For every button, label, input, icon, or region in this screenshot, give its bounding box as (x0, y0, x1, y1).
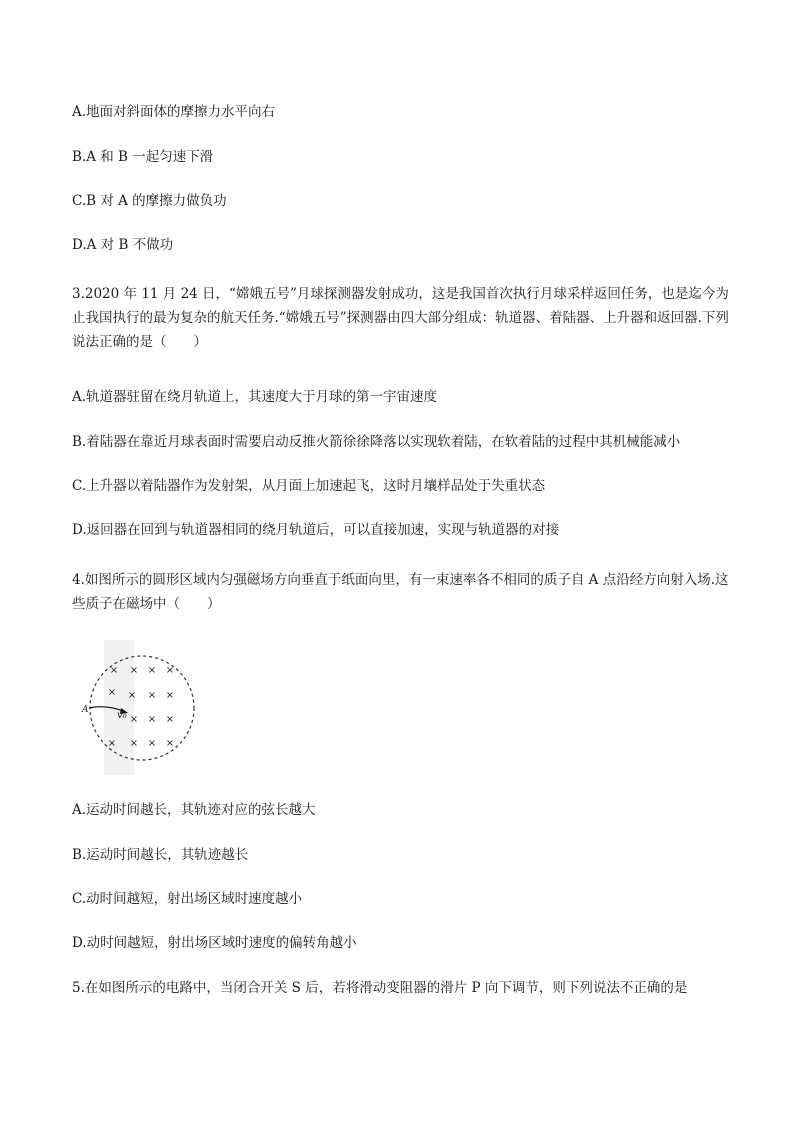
field-cross: × (107, 738, 117, 749)
q5-stem: 5.在如图所示的电路中，当闭合开关 S 后，若将滑动变阻器的滑片 P 向下调节，则下列说法不正确的是 (72, 980, 688, 996)
q3-option-b: B.着陆器在靠近月球表面时需要启动反推火箭徐徐降落以实现软着陆，在软着陆的过程中其机械能减小 (72, 434, 681, 450)
field-cross: × (129, 714, 139, 725)
field-cross: × (107, 687, 117, 698)
field-cross: × (147, 714, 157, 725)
field-cross: × (165, 714, 175, 725)
q3-option-d: D.返回器在回到与轨道器相同的绕月轨道后，可以直接加速，实现与轨道器的对接 (72, 522, 560, 538)
q3-stem: 3.2020 年 11 月 24 日，“嫦娥五号”月球探测器发射成功，这是我国首次执行月球采样返回任务，也是迄今为止我国执行的最为复杂的航天任务.“嫦娥五号”探测器由四大部分组成：轨道器、着陆器、上升器和返回器.下列说法正确的是（ ） (72, 286, 729, 350)
q4-option-d: D.动时间越短，射出场区域时速度的偏转角越小 (72, 935, 357, 951)
q4-option-a: A.运动时间越长，其轨迹对应的弦长越大 (72, 802, 316, 818)
magnetic-field-figure (72, 640, 212, 775)
field-cross: × (147, 690, 157, 701)
q3-option-a: A.轨道器驻留在绕月轨道上，其速度大于月球的第一宇宙速度 (72, 389, 438, 405)
q2-option-c: C.B 对 A 的摩擦力做负功 (72, 193, 227, 209)
q4-stem: 4.如图所示的圆形区域内匀强磁场方向垂直于纸面向里，有一束速率各不相同的质子自 A 点沿经方向射入场.这些质子在磁场中（ ） (72, 572, 729, 612)
q2-option-d: D.A 对 B 不做功 (72, 237, 174, 253)
field-cross: × (165, 738, 175, 749)
field-cross: × (127, 690, 137, 701)
field-cross: × (165, 665, 175, 676)
field-cross: × (129, 738, 139, 749)
q4-option-b: B.运动时间越长，其轨迹越长 (72, 847, 249, 863)
field-cross: × (109, 665, 119, 676)
q3-option-c: C.上升器以着陆器作为发射架，从月面上加速起飞，这时月壤样品处于失重状态 (72, 478, 546, 494)
velocity-label: v₀ (117, 710, 127, 721)
magnetic-field-diagram (72, 640, 212, 775)
field-cross: × (129, 665, 139, 676)
field-cross: × (147, 665, 157, 676)
field-cross: × (165, 690, 175, 701)
field-cross: × (147, 738, 157, 749)
q2-option-b: B.A 和 B 一起匀速下滑 (72, 149, 214, 165)
q4-option-c: C.动时间越短，射出场区域时速度越小 (72, 891, 303, 907)
q2-option-a: A.地面对斜面体的摩擦力水平向右 (72, 104, 276, 120)
point-a-label: A (82, 705, 89, 715)
